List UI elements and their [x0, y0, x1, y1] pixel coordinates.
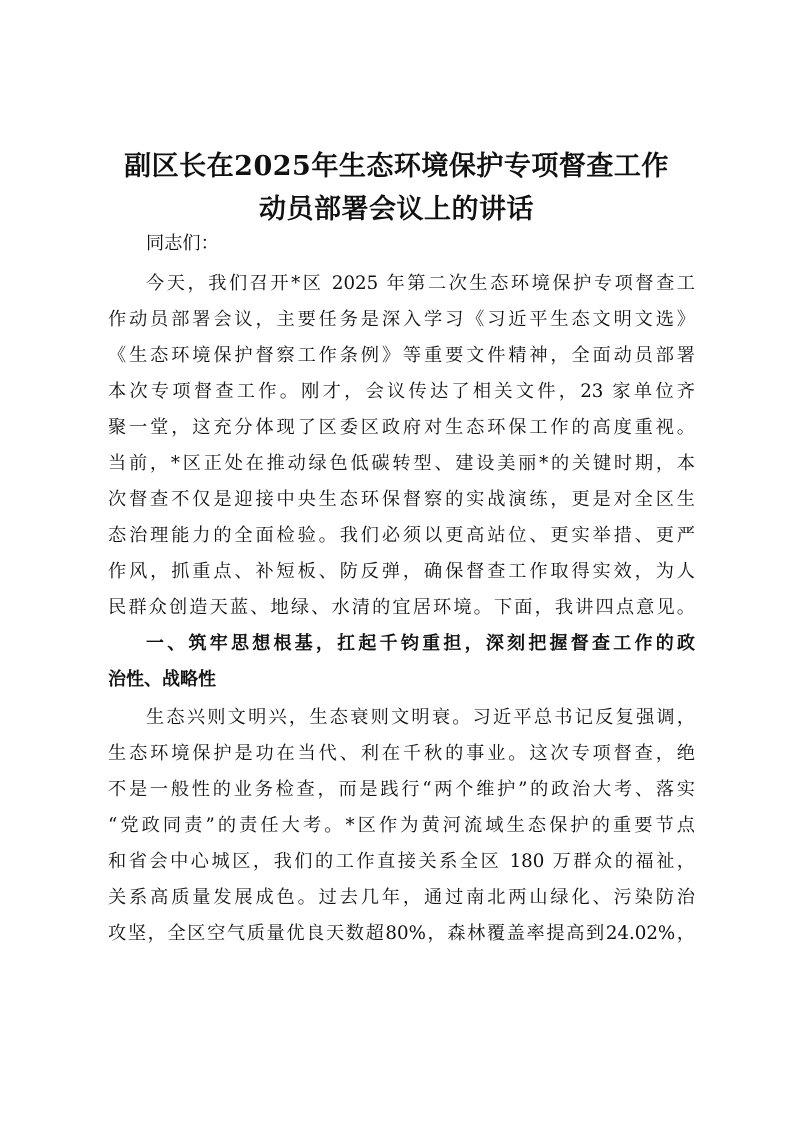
paragraph-1-line: 本次专项督查工作。刚才，会议传达了相关文件，23 家单位齐	[108, 381, 695, 402]
paragraph-1-line: 当前，*区正处在推动绿色低碳转型、建设美丽*的关键时期，本	[108, 453, 695, 474]
paragraph-2-line: “党政同责”的责任大考。*区作为黄河流域生态保护的重要节点	[108, 815, 695, 836]
paragraph-1-line: 作风，抓重点、补短板、防反弹，确保督查工作取得实效，为人	[108, 561, 695, 582]
paragraph-1-line: 民群众创造天蓝、地绿、水清的宜居环境。下面，我讲四点意见。	[108, 597, 695, 618]
document-title-line-2: 动员部署会议上的讲话	[259, 194, 534, 225]
paragraph-1-line: 聚一堂，这充分体现了区委区政府对生态环保工作的高度重视。	[108, 417, 695, 438]
paragraph-2-line: 不是一般性的业务检查，而是践行“两个维护”的政治大考、落实	[108, 779, 695, 800]
paragraph-1-line: 《生态环境保护督察工作条例》等重要文件精神，全面动员部署	[108, 345, 695, 366]
paragraph-2-line: 攻坚，全区空气质量优良天数超80%，森林覆盖率提高到24.02%，	[108, 923, 695, 944]
paragraph-1-line: 次督查不仅是迎接中央生态环保督察的实战演练，更是对全区生	[108, 489, 695, 510]
paragraph-1-line: 今天，我们召开*区 2025 年第二次生态环境保护专项督查工	[146, 273, 695, 294]
paragraph-1-line: 作动员部署会议，主要任务是深入学习《习近平生态文明文选》	[108, 309, 695, 330]
section-heading-1-line: 治性、战略性	[108, 669, 216, 690]
paragraph-2-line: 和省会中心城区，我们的工作直接关系全区 180 万群众的福祉，	[108, 851, 695, 872]
paragraph-2-line: 生态兴则文明兴，生态衰则文明衰。习近平总书记反复强调，	[146, 707, 695, 728]
paragraph-2-line: 关系高质量发展成色。过去几年，通过南北两山绿化、污染防治	[108, 887, 695, 908]
salutation: 同志们：	[146, 233, 219, 254]
document-title-line-1: 副区长在2025年生态环境保护专项督查工作	[124, 151, 669, 182]
section-heading-1-line: 一、筑牢思想根基，扛起千钧重担，深刻把握督查工作的政	[146, 633, 695, 654]
paragraph-1-line: 态治理能力的全面检验。我们必须以更高站位、更实举措、更严	[108, 525, 695, 546]
paragraph-2-line: 生态环境保护是功在当代、利在千秋的事业。这次专项督查，绝	[108, 743, 695, 764]
